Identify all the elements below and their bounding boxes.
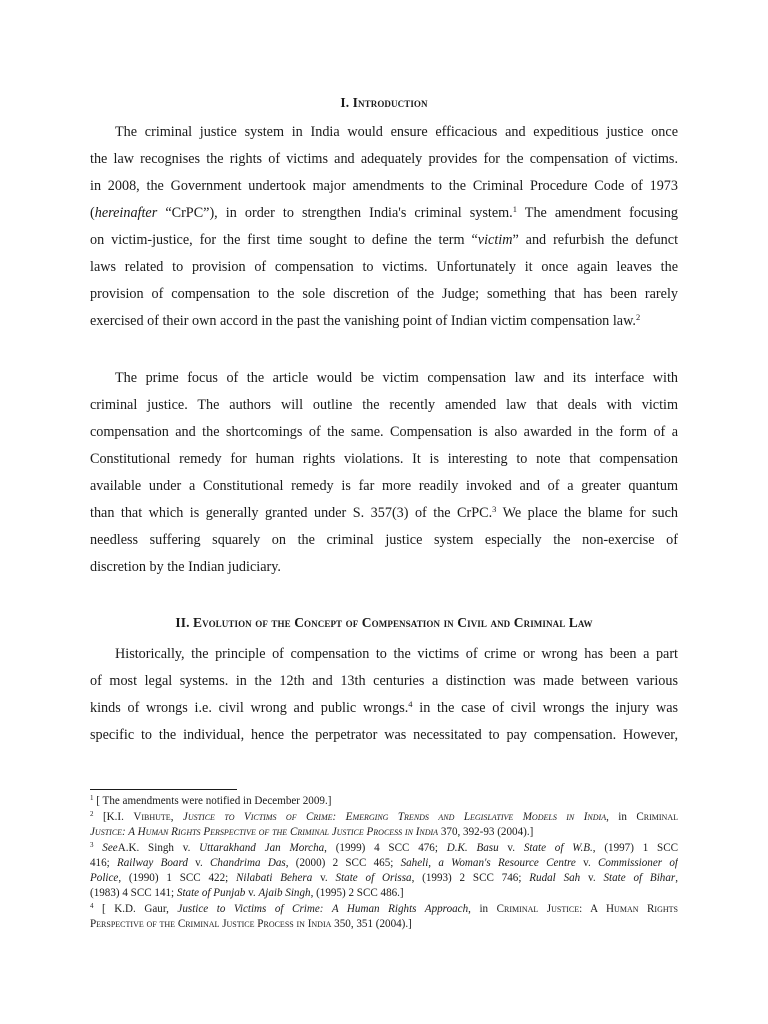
body-line: Historically, the principle of compensation to the victims of crime or wrong has been a part xyxy=(115,646,678,662)
body-line: exercised of their own accord in the past the vanishing point of Indian victim compensation law.$^2$ xyxy=(90,312,641,329)
body-line: of most legal systems. in the 12th and 13th centuries a distinction was made between various xyxy=(90,673,678,689)
body-line: available under a Constitutional remedy is far more readily invoked and of a greater quantum xyxy=(90,478,678,494)
body-line: compensation and the shortcomings of the same. Compensation is also awarded in the form of a xyxy=(90,424,678,440)
body-line: in 2008, the Government undertook major amendments to the Criminal Procedure Code of 1973 xyxy=(90,178,678,194)
footnote-3-cont: 416; Railway Board v. Chandrima Das, (2000) 2 SCC 465; Saheli, a Woman's Resource Centre v. Commissioner of xyxy=(90,857,678,869)
body-line: discretion by the Indian judiciary. xyxy=(90,559,281,575)
body-line: The criminal justice system in India would ensure efficacious and expeditious justice once xyxy=(115,124,678,140)
body-line: the law recognises the rights of victims and adequately provides for the compensation of victims. xyxy=(90,151,678,167)
body-line: specific to the individual, hence the perpetrator was necessitated to pay compensation. However, xyxy=(90,727,678,743)
body-line: criminal justice. The authors will outline the recently amended law that deals with victim xyxy=(90,397,678,413)
body-line: on victim-justice, for the first time sought to define the term “victim” and refurbish the defunct xyxy=(90,232,678,248)
footnote-ref[interactable]: 1 xyxy=(512,204,517,214)
section-heading-introduction: I. Introduction xyxy=(340,95,428,110)
footnote-3-cont: (1983) 4 SCC 141; State of Punjab v. Ajaib Singh, (1995) 2 SCC 486.] xyxy=(90,887,404,899)
section-heading-evolution: II. Evolution of the Concept of Compensation in Civil and Criminal Law xyxy=(175,615,593,630)
body-line: laws related to provision of compensation to victims. Unfortunately it once again leaves the xyxy=(90,259,678,275)
footnote-separator xyxy=(90,789,237,790)
footnote-3-cont: Police, (1990) 1 SCC 422; Nilabati Behera v. State of Orissa, (1993) 2 SCC 746; Rudal Sah v. State of Bihar, xyxy=(90,872,678,884)
footnote-2: $^2$ [K.I. Vibhute, Justice to Victims of Crime: Emerging Trends and Legislative Models in India, in Criminal xyxy=(90,810,678,823)
footnote-4: $^4$ [ K.D. Gaur, Justice to Victims of Crime: A Human Rights Approach, in Criminal Justice: A Human Rights xyxy=(90,902,678,915)
body-line: kinds of wrongs i.e. civil wrong and public wrongs.$^4$ in the case of civil wrongs the injury was xyxy=(90,699,678,716)
footnote-ref[interactable]: 4 xyxy=(408,699,413,709)
body-line: (hereinafter “CrPC”), in order to strengthen India's criminal system.$^1$ The amendment focusing xyxy=(90,204,678,221)
footnote-3: $^3$ SeeA.K. Singh v. Uttarakhand Jan Morcha, (1999) 4 SCC 476; D.K. Basu v. State of W.B., (1997) 1 SCC xyxy=(90,841,678,854)
footnote-2-cont: Justice: A Human Rights Perspective of the Criminal Justice Process in India 370, 392-93 (2004).] xyxy=(90,826,534,838)
footnote-ref[interactable]: 2 xyxy=(635,312,641,322)
body-line: needless suffering squarely on the criminal justice system especially the non-exercise of xyxy=(90,532,678,548)
footnote-ref[interactable]: 3 xyxy=(492,504,497,514)
body-line: provision of compensation to the sole discretion of the Judge; something that has been rarely xyxy=(90,286,678,302)
footnote-4-cont: Perspective of the Criminal Justice Process in India 350, 351 (2004).] xyxy=(90,918,412,930)
body-line: Constitutional remedy for human rights violations. It is interesting to note that compensation xyxy=(90,451,678,467)
body-line: The prime focus of the article would be victim compensation law and its interface with xyxy=(115,370,678,386)
body-line: than that which is generally granted under S. 357(3) of the CrPC.$^3$ We place the blame for such xyxy=(90,504,678,521)
footnote-1: $^1$ [ The amendments were notified in December 2009.] xyxy=(90,794,332,807)
